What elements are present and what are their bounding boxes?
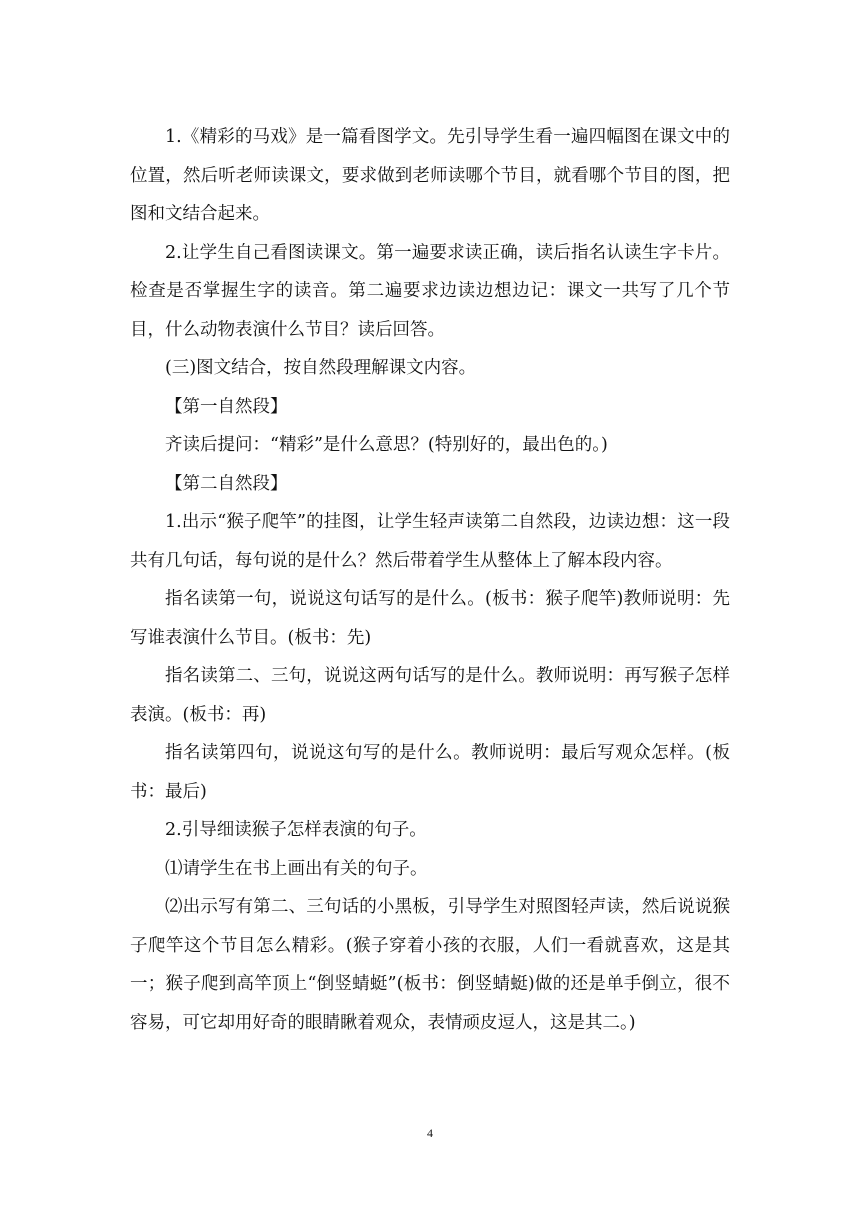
paragraph-show-picture: 1.出示“猴子爬竿”的挂图，让学生轻声读第二自然段，边读边想：这一段共有几句话，每句说的是什么？然后带着学生从整体上了解本段内容。	[130, 512, 730, 571]
paragraph-second-third-sentence: 指名读第二、三句，说说这两句话写的是什么。教师说明：再写猴子怎样表演。(板书：再)	[130, 666, 730, 725]
paragraph-step-2: ⑵出示写有第二、三句话的小黑板，引导学生对照图轻声读，然后说说猴子爬竿这个节目怎么精彩。(猴子穿着小孩的衣服，人们一看就喜欢，这是其一；猴子爬到高竿顶上“倒竖蜻蜓”(板书：倒竖蜻蜓)做的还是单手倒立，很不容易，可它却用好奇的眼睛瞅着观众，表情顽皮逗人，这是其二。)	[130, 897, 730, 1033]
page-number: 4	[427, 1126, 433, 1140]
heading-second-paragraph: 【第二自然段】	[165, 473, 288, 494]
paragraph-question-jingcai: 齐读后提问：“精彩”是什么意思？(特别好的，最出色的。)	[165, 435, 608, 455]
document-body	[130, 118, 730, 1042]
paragraph-fourth-sentence: 指名读第四句，说说这句写的是什么。教师说明：最后写观众怎样。(板书：最后)	[130, 743, 730, 802]
paragraph-step-1: ⑴请学生在书上画出有关的句子。	[165, 858, 428, 879]
paragraph-section-three: (三)图文结合，按自然段理解课文内容。	[165, 358, 477, 378]
heading-first-paragraph: 【第一自然段】	[165, 396, 288, 417]
paragraph-first-sentence: 指名读第一句，说说这句话写的是什么。(板书：猴子爬竿)教师说明：先写谁表演什么节目。(板书：先)	[130, 589, 730, 648]
paragraph-self-reading: 2.让学生自己看图读课文。第一遍要求读正确，读后指名认读生字卡片。检查是否掌握生字的读音。第二遍要求边读边想边记：课文一共写了几个节目，什么动物表演什么节目？读后回答。	[130, 242, 730, 340]
paragraph-guide-detail: 2.引导细读猴子怎样表演的句子。	[165, 820, 427, 840]
paragraph-intro-reading: 1.《精彩的马戏》是一篇看图学文。先引导学生看一遍四幅图在课文中的位置，然后听老师读课文，要求做到老师读哪个节目，就看哪个节目的图，把图和文结合起来。	[130, 127, 730, 224]
